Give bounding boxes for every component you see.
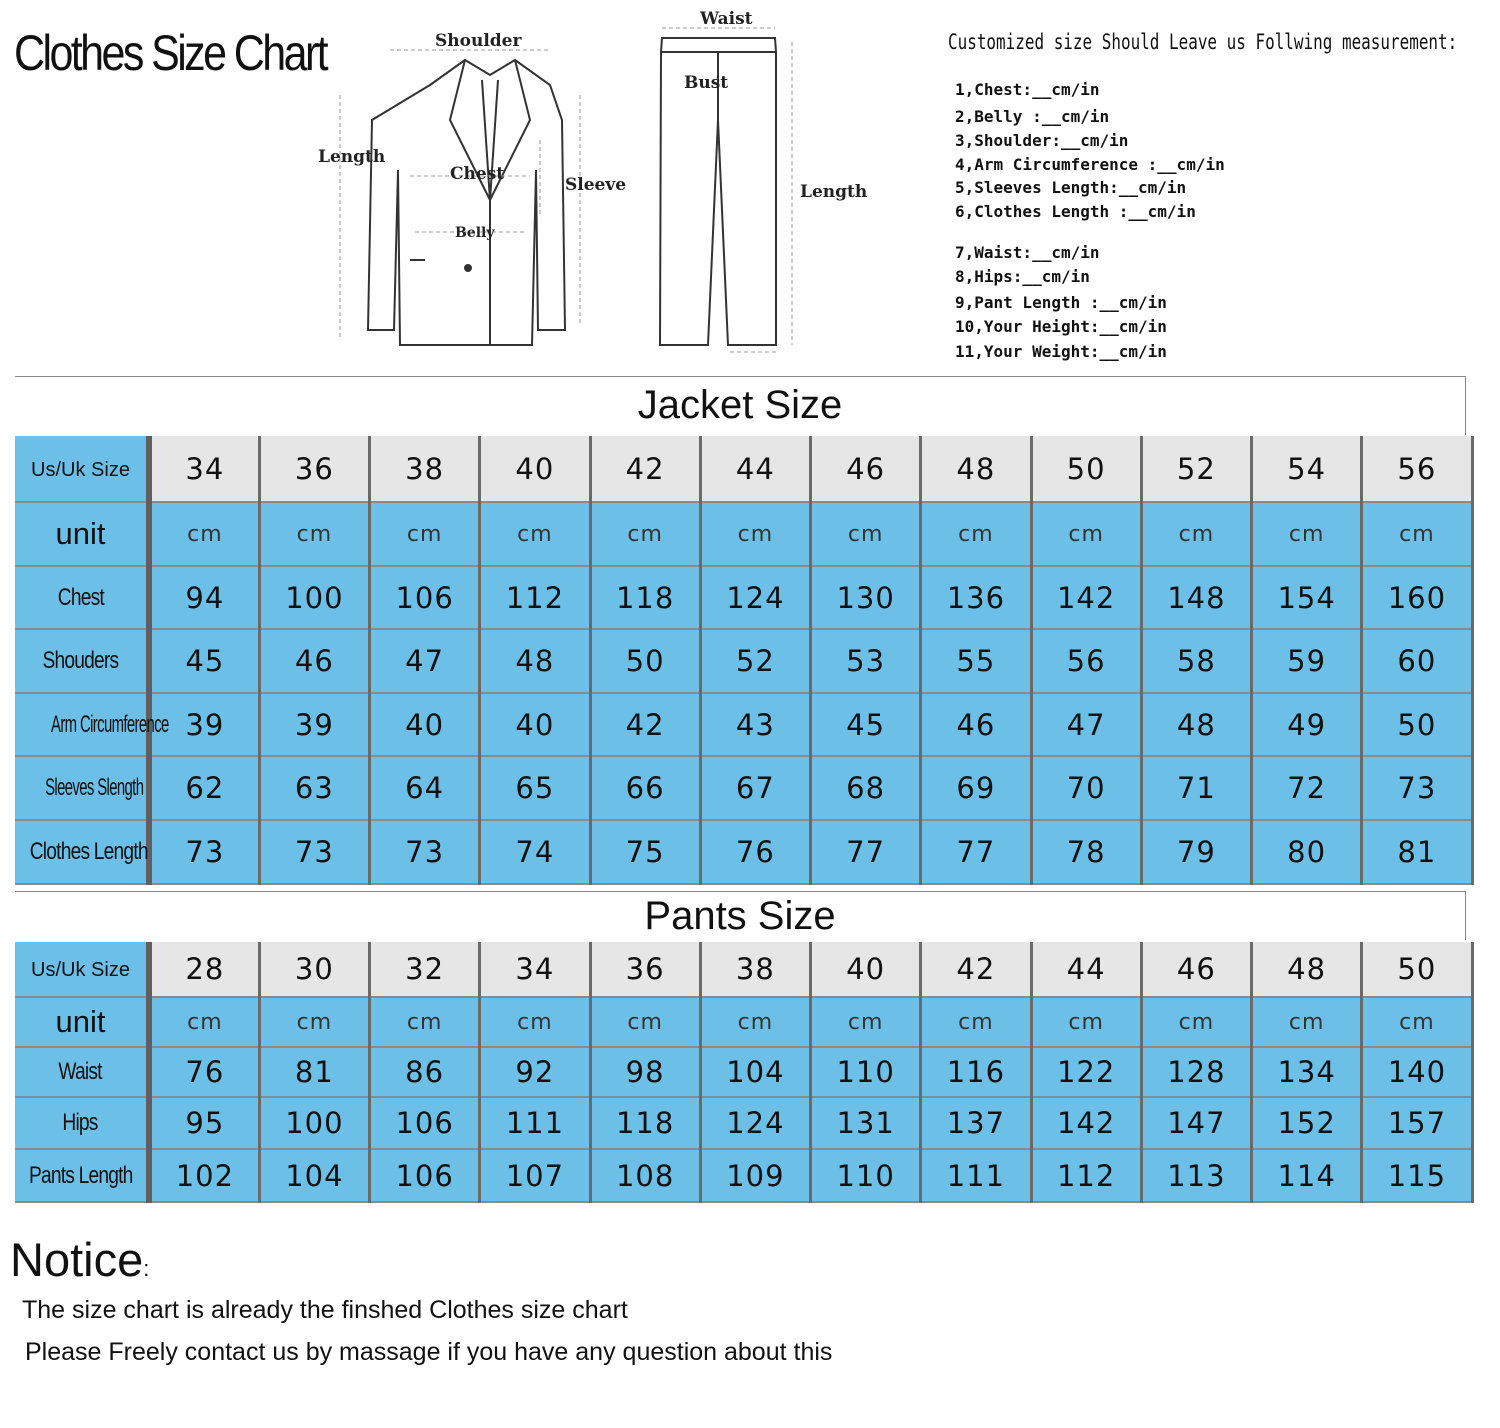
pants-cell: 48: [1252, 942, 1362, 997]
jacket-row-label-text: Arm Circumference: [51, 710, 169, 738]
jacket-cell: 94: [149, 566, 259, 629]
jacket-size-table: [15, 436, 1474, 885]
jacket-cell: 73: [259, 820, 369, 884]
pants-cell: 109: [700, 1149, 810, 1202]
jacket-cell: 160: [1362, 566, 1472, 629]
jacket-cell: 49: [1252, 693, 1362, 756]
jacket-cell: 118: [590, 566, 700, 629]
pants-cell: 124: [700, 1097, 810, 1149]
pants-size-table: [15, 942, 1474, 1203]
pants-cell: 147: [1141, 1097, 1251, 1149]
notice-line: The size chart is already the finshed Clothes size chart: [22, 1296, 628, 1324]
jacket-row: [15, 820, 1472, 884]
pants-row-label-text: Waist: [58, 1058, 103, 1085]
pants-cell: 134: [1252, 1047, 1362, 1097]
jacket-cell: 42: [590, 436, 700, 502]
pants-cell: 100: [259, 1097, 369, 1149]
pants-cell: cm: [480, 997, 590, 1047]
jacket-cell: 81: [1362, 820, 1472, 884]
chest-label: Chest: [450, 164, 505, 184]
jacket-cell: 60: [1362, 629, 1472, 693]
pants-cell: 131: [811, 1097, 921, 1149]
pants-cell: 157: [1362, 1097, 1472, 1149]
garment-illustration: [310, 0, 870, 360]
jacket-cell: 66: [590, 756, 700, 820]
pants-cell: 44: [1031, 942, 1141, 997]
jacket-row: [15, 566, 1472, 629]
jacket-row: [15, 629, 1472, 693]
pants-cell: cm: [811, 997, 921, 1047]
pants-row-label-text: unit: [55, 1004, 106, 1039]
pants-cell: 128: [1141, 1047, 1251, 1097]
jacket-cell: 148: [1141, 566, 1251, 629]
jacket-cell: 80: [1252, 820, 1362, 884]
custom-item: 1,Chest:__cm/in: [955, 80, 1100, 99]
jacket-cell: 69: [921, 756, 1031, 820]
custom-item: 2,Belly :__cm/in: [955, 107, 1110, 126]
jacket-section-title: Jacket Size: [637, 383, 843, 427]
jacket-cell: 130: [811, 566, 921, 629]
jacket-cell: cm: [811, 502, 921, 566]
jacket-row-label: [15, 693, 169, 756]
pants-cell: 38: [700, 942, 810, 997]
jacket-cell: 154: [1252, 566, 1362, 629]
jacket-cell: 46: [811, 436, 921, 502]
jacket-cell: 50: [1362, 693, 1472, 756]
jacket-cell: 40: [370, 693, 480, 756]
pants-cell: 95: [149, 1097, 259, 1149]
jacket-row-label: [15, 820, 149, 884]
pants-cell: 32: [370, 942, 480, 997]
jacket-cell: 67: [700, 756, 810, 820]
jacket-cell: 106: [370, 566, 480, 629]
pants-cell: 113: [1141, 1149, 1251, 1202]
pants-cell: cm: [370, 997, 480, 1047]
pants-cell: 112: [1031, 1149, 1141, 1202]
pants-cell: 76: [149, 1047, 259, 1097]
pants-cell: cm: [259, 997, 369, 1047]
jacket-cell: 71: [1141, 756, 1251, 820]
jacket-cell: 70: [1031, 756, 1141, 820]
pants-cell: cm: [1252, 997, 1362, 1047]
custom-item: 3,Shoulder:__cm/in: [955, 131, 1129, 150]
jacket-cell: 48: [1141, 693, 1251, 756]
jacket-row-label: [15, 436, 149, 502]
shoulder-label: Shoulder: [435, 31, 522, 51]
pants-cell: 102: [149, 1149, 259, 1202]
pants-row: [15, 942, 1472, 997]
jacket-row-label: [15, 502, 149, 566]
pants-length-label: Length: [800, 182, 868, 202]
pants-cell: cm: [921, 997, 1031, 1047]
jacket-cell: cm: [1252, 502, 1362, 566]
jacket-cell: 59: [1252, 629, 1362, 693]
jacket-cell: 54: [1252, 436, 1362, 502]
bust-label: Bust: [684, 73, 729, 93]
custom-item: 8,Hips:__cm/in: [955, 267, 1090, 286]
jacket-cell: 63: [259, 756, 369, 820]
pants-cell: 40: [811, 942, 921, 997]
jacket-cell: cm: [480, 502, 590, 566]
jacket-cell: 112: [480, 566, 590, 629]
pants-cell: 46: [1141, 942, 1251, 997]
jacket-cell: cm: [590, 502, 700, 566]
pants-cell: 106: [370, 1149, 480, 1202]
jacket-cell: 73: [370, 820, 480, 884]
jacket-cell: 78: [1031, 820, 1141, 884]
custom-item: 9,Pant Length :__cm/in: [955, 293, 1167, 312]
jacket-cell: 77: [811, 820, 921, 884]
jacket-cell: 56: [1031, 629, 1141, 693]
jacket-cell: 46: [259, 629, 369, 693]
pants-cell: cm: [700, 997, 810, 1047]
pants-row-label: [15, 1149, 149, 1202]
pants-cell: 115: [1362, 1149, 1472, 1202]
pants-cell: 116: [921, 1047, 1031, 1097]
pants-cell: 28: [149, 942, 259, 997]
jacket-row: [15, 756, 1472, 820]
pants-cell: 110: [811, 1047, 921, 1097]
jacket-cell: 47: [1031, 693, 1141, 756]
notice-title: [10, 1232, 149, 1287]
custom-item: 4,Arm Circumference :__cm/in: [955, 155, 1225, 174]
jacket-row-label-text: Chest: [57, 583, 104, 611]
jacket-cell: 100: [259, 566, 369, 629]
jacket-cell: 55: [921, 629, 1031, 693]
jacket-cell: 72: [1252, 756, 1362, 820]
pants-row-label-text: Pants Length: [28, 1161, 133, 1189]
jacket-cell: 52: [1141, 436, 1251, 502]
jacket-cell: 48: [921, 436, 1031, 502]
jacket-row: [15, 436, 1472, 502]
pants-row-label: [15, 997, 149, 1047]
jacket-cell: 48: [480, 629, 590, 693]
jacket-drawing: [368, 60, 565, 345]
jacket-cell: 39: [259, 693, 369, 756]
pants-section-title: Pants Size: [644, 894, 836, 938]
jacket-row-label-text: Clothes Length: [29, 838, 148, 865]
jacket-cell: cm: [370, 502, 480, 566]
notice-line: Please Freely contact us by massage if you have any question about this: [25, 1338, 833, 1366]
pants-cell: 107: [480, 1149, 590, 1202]
jacket-row-label: [15, 756, 149, 820]
custom-item: 11,Your Weight:__cm/in: [955, 342, 1167, 361]
pants-cell: 86: [370, 1047, 480, 1097]
custom-item: 5,Sleeves Length:__cm/in: [955, 178, 1187, 197]
jacket-cell: 45: [811, 693, 921, 756]
pants-cell: 111: [480, 1097, 590, 1149]
jacket-cell: 75: [590, 820, 700, 884]
jacket-cell: 142: [1031, 566, 1141, 629]
custom-item: 6,Clothes Length :__cm/in: [955, 202, 1196, 221]
jacket-row-label-text: Us/Uk Size: [31, 458, 130, 481]
jacket-row: [15, 502, 1472, 566]
pants-cell: 36: [590, 942, 700, 997]
jacket-cell: cm: [921, 502, 1031, 566]
jacket-cell: 74: [480, 820, 590, 884]
jacket-cell: 47: [370, 629, 480, 693]
jacket-cell: 46: [921, 693, 1031, 756]
jacket-cell: 42: [590, 693, 700, 756]
pants-cell: cm: [590, 997, 700, 1047]
custom-item: 7,Waist:__cm/in: [955, 243, 1100, 262]
pants-cell: 110: [811, 1149, 921, 1202]
jacket-cell: cm: [1362, 502, 1472, 566]
jacket-cell: 73: [1362, 756, 1472, 820]
jacket-row-label: [15, 566, 149, 629]
sleeve-label: Sleeve: [565, 175, 627, 195]
jacket-cell: 53: [811, 629, 921, 693]
pants-cell: 137: [921, 1097, 1031, 1149]
page-title: Clothes Size Chart: [14, 25, 327, 81]
jacket-cell: 34: [149, 436, 259, 502]
jacket-cell: cm: [1031, 502, 1141, 566]
jacket-title-bar: [15, 376, 1466, 435]
pants-cell: 106: [370, 1097, 480, 1149]
pants-cell: 92: [480, 1047, 590, 1097]
jacket-cell: 136: [921, 566, 1031, 629]
jacket-cell: cm: [149, 502, 259, 566]
pants-cell: 104: [259, 1149, 369, 1202]
waist-label: Waist: [700, 9, 753, 29]
pants-title-bar: [15, 891, 1466, 940]
jacket-cell: 76: [700, 820, 810, 884]
jacket-length-label: Length: [318, 147, 386, 167]
jacket-cell: 52: [700, 629, 810, 693]
custom-heading: Customized size Should Leave us Follwing measurement:: [948, 30, 1458, 54]
pants-cell: 140: [1362, 1047, 1472, 1097]
notice-colon: :: [143, 1256, 150, 1281]
jacket-cell: 64: [370, 756, 480, 820]
pants-cell: 152: [1252, 1097, 1362, 1149]
jacket-cell: 65: [480, 756, 590, 820]
jacket-cell: 45: [149, 629, 259, 693]
pants-cell: cm: [1031, 997, 1141, 1047]
pants-row-label: [15, 1047, 149, 1097]
jacket-cell: 36: [259, 436, 369, 502]
jacket-cell: 39: [149, 693, 259, 756]
custom-item: 10,Your Height:__cm/in: [955, 317, 1167, 336]
jacket-cell: 43: [700, 693, 810, 756]
pants-cell: 34: [480, 942, 590, 997]
jacket-cell: 38: [370, 436, 480, 502]
jacket-cell: 44: [700, 436, 810, 502]
notice-title-text: Notice: [10, 1233, 144, 1286]
jacket-row-label: [15, 629, 149, 693]
belly-label: Belly: [455, 225, 495, 241]
pants-cell: cm: [1362, 997, 1472, 1047]
pants-cell: 142: [1031, 1097, 1141, 1149]
pants-row-label-text: Hips: [62, 1109, 99, 1136]
jacket-cell: 73: [149, 820, 259, 884]
pants-row: [15, 997, 1472, 1047]
pants-cell: 114: [1252, 1149, 1362, 1202]
jacket-row: [15, 693, 1472, 756]
jacket-cell: 50: [1031, 436, 1141, 502]
pants-cell: 42: [921, 942, 1031, 997]
jacket-cell: cm: [1141, 502, 1251, 566]
jacket-cell: 40: [480, 693, 590, 756]
jacket-cell: cm: [700, 502, 810, 566]
jacket-row-label-text: Shouders: [42, 647, 119, 674]
jacket-cell: 62: [149, 756, 259, 820]
pants-cell: 111: [921, 1149, 1031, 1202]
jacket-measure-lines: [340, 50, 580, 340]
pants-row: [15, 1047, 1472, 1097]
pants-cell: 50: [1362, 942, 1472, 997]
jacket-cell: 77: [921, 820, 1031, 884]
pants-row-label: [15, 1097, 149, 1149]
jacket-cell: 50: [590, 629, 700, 693]
pants-row-label: [15, 942, 149, 997]
jacket-cell: cm: [259, 502, 369, 566]
jacket-cell: 68: [811, 756, 921, 820]
jacket-row-label-text: unit: [55, 516, 106, 551]
pants-cell: cm: [149, 997, 259, 1047]
pants-row-label-text: Us/Uk Size: [31, 959, 130, 981]
jacket-cell: 40: [480, 436, 590, 502]
jacket-cell: 124: [700, 566, 810, 629]
pants-cell: 108: [590, 1149, 700, 1202]
pants-cell: 30: [259, 942, 369, 997]
jacket-cell: 79: [1141, 820, 1251, 884]
pants-cell: 118: [590, 1097, 700, 1149]
jacket-cell: 56: [1362, 436, 1472, 502]
pants-cell: 98: [590, 1047, 700, 1097]
pants-cell: cm: [1141, 997, 1251, 1047]
pants-cell: 81: [259, 1047, 369, 1097]
jacket-cell: 58: [1141, 629, 1251, 693]
pants-row: [15, 1097, 1472, 1149]
pants-cell: 122: [1031, 1047, 1141, 1097]
pants-row: [15, 1149, 1472, 1202]
jacket-row-label-text: Sleeves Slength: [45, 774, 144, 801]
pants-cell: 104: [700, 1047, 810, 1097]
